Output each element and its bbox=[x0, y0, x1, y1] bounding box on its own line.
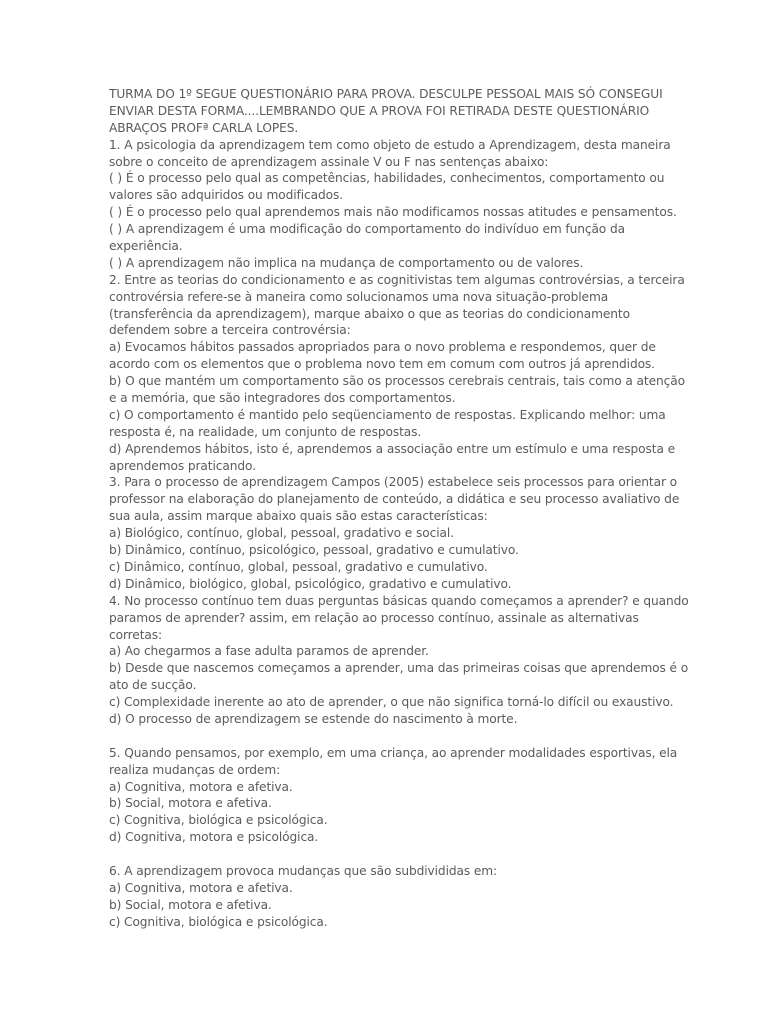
text-line: defendem sobre a terceira controvérsia: bbox=[109, 323, 351, 338]
document-body bbox=[109, 86, 689, 931]
text-line: b) Dinâmico, contínuo, psicológico, pessoal, gradativo e cumulativo. bbox=[109, 543, 519, 558]
text-line: ( ) É o processo pelo qual aprendemos mais não modificamos nossas atitudes e pensamentos. bbox=[109, 205, 677, 220]
text-line: TURMA DO 1º SEGUE QUESTIONÁRIO PARA PROVA. DESCULPE PESSOAL MAIS SÓ CONSEGUI bbox=[109, 87, 663, 101]
text-line: c) O comportamento é mantido pelo seqüenciamento de respostas. Explicando melhor: uma bbox=[109, 407, 666, 422]
text-line: ( ) É o processo pelo qual as competências, habilidades, conhecimentos, comportamento ou bbox=[109, 171, 665, 186]
text-line: realiza mudanças de ordem: bbox=[109, 762, 281, 777]
text-line: d) O processo de aprendizagem se estende do nascimento à morte. bbox=[109, 711, 518, 726]
text-line: c) Dinâmico, contínuo, global, pessoal, gradativo e cumulativo. bbox=[109, 559, 488, 574]
text-line: c) Cognitiva, biológica e psicológica. bbox=[109, 813, 328, 828]
paragraph-spacer bbox=[109, 728, 665, 745]
text-line: a) Cognitiva, motora e afetiva. bbox=[109, 880, 293, 895]
text-line: c) Complexidade inerente ao ato de aprender, o que não significa torná-lo difícil ou exaustivo. bbox=[109, 695, 674, 710]
text-line: a) Ao chegarmos a fase adulta paramos de aprender. bbox=[109, 644, 429, 659]
text-line: d) Aprendemos hábitos, isto é, aprendemos a associação entre um estímulo e uma resposta e bbox=[109, 441, 675, 456]
text-line: 3. Para o processo de aprendizagem Campos (2005) estabelece seis processos para orientar o bbox=[109, 475, 678, 490]
text-line: b) Social, motora e afetiva. bbox=[109, 897, 272, 912]
text-line: d) Dinâmico, biológico, global, psicológico, gradativo e cumulativo. bbox=[109, 576, 512, 591]
text-line: acordo com os elementos que o problema novo tem em comum com outros já aprendidos. bbox=[109, 357, 655, 372]
text-line: 5. Quando pensamos, por exemplo, em uma criança, ao aprender modalidades esportivas, ela bbox=[109, 745, 678, 760]
text-line: 4. No processo contínuo tem duas perguntas básicas quando começamos a aprender? e quando bbox=[109, 593, 689, 608]
text-line: sua aula, assim marque abaixo quais são estas características: bbox=[109, 509, 488, 524]
text-line: ENVIAR DESTA FORMA....LEMBRANDO QUE A PROVA FOI RETIRADA DESTE QUESTIONÁRIO bbox=[109, 103, 650, 118]
text-line: resposta é, na realidade, um conjunto de respostas. bbox=[109, 424, 422, 439]
text-line: ato de sucção. bbox=[109, 678, 197, 693]
text-line: sobre o conceito de aprendizagem assinale V ou F nas sentenças abaixo: bbox=[109, 154, 549, 169]
text-line: 2. Entre as teorias do condicionamento e as cognitivistas tem algumas controvérsias, a terceira bbox=[109, 272, 685, 287]
text-line: b) Desde que nascemos começamos a aprender, uma das primeiras coisas que aprendemos é o bbox=[109, 661, 689, 676]
text-line: d) Cognitiva, motora e psicológica. bbox=[109, 830, 319, 845]
text-line: a) Evocamos hábitos passados apropriados para o novo problema e respondemos, quer de bbox=[109, 340, 656, 355]
text-line: paramos de aprender? assim, em relação ao processo contínuo, assinale as alternativas bbox=[109, 610, 639, 625]
paragraph bbox=[109, 86, 689, 728]
paragraph bbox=[109, 863, 665, 931]
text-line: ABRAÇOS PROFª CARLA LOPES. bbox=[109, 120, 299, 135]
paragraph bbox=[109, 745, 678, 846]
text-line: a) Cognitiva, motora e afetiva. bbox=[109, 779, 293, 794]
text-line: e a memória, que são integradores dos comportamentos. bbox=[109, 391, 456, 406]
text-line: c) Cognitiva, biológica e psicológica. bbox=[109, 914, 328, 929]
text-line: ( ) A aprendizagem não implica na mudança de comportamento ou de valores. bbox=[109, 255, 584, 270]
text-line: professor na elaboração do planejamento de conteúdo, a didática e seu processo avaliativo de bbox=[109, 492, 680, 507]
text-line: 1. A psicologia da aprendizagem tem como objeto de estudo a Aprendizagem, desta maneira bbox=[109, 137, 671, 152]
text-line: ( ) A aprendizagem é uma modificação do comportamento do indivíduo em função da bbox=[109, 222, 625, 237]
text-line: corretas: bbox=[109, 627, 162, 642]
text-line: valores são adquiridos ou modificados. bbox=[109, 188, 343, 203]
text-line: b) Social, motora e afetiva. bbox=[109, 796, 272, 811]
text-line: 6. A aprendizagem provoca mudanças que são subdivididas em: bbox=[109, 863, 498, 878]
text-line: controvérsia refere-se à maneira como solucionamos uma nova situação-problema bbox=[109, 289, 609, 304]
text-line: (transferência da aprendizagem), marque abaixo o que as teorias do condicionamento bbox=[109, 306, 630, 321]
text-line: experiência. bbox=[109, 239, 183, 254]
text-line: a) Biológico, contínuo, global, pessoal, gradativo e social. bbox=[109, 526, 454, 541]
text-line: b) O que mantém um comportamento são os processos cerebrais centrais, tais como a atenção bbox=[109, 374, 685, 389]
paragraph-spacer bbox=[109, 846, 665, 863]
text-line: aprendemos praticando. bbox=[109, 458, 256, 473]
